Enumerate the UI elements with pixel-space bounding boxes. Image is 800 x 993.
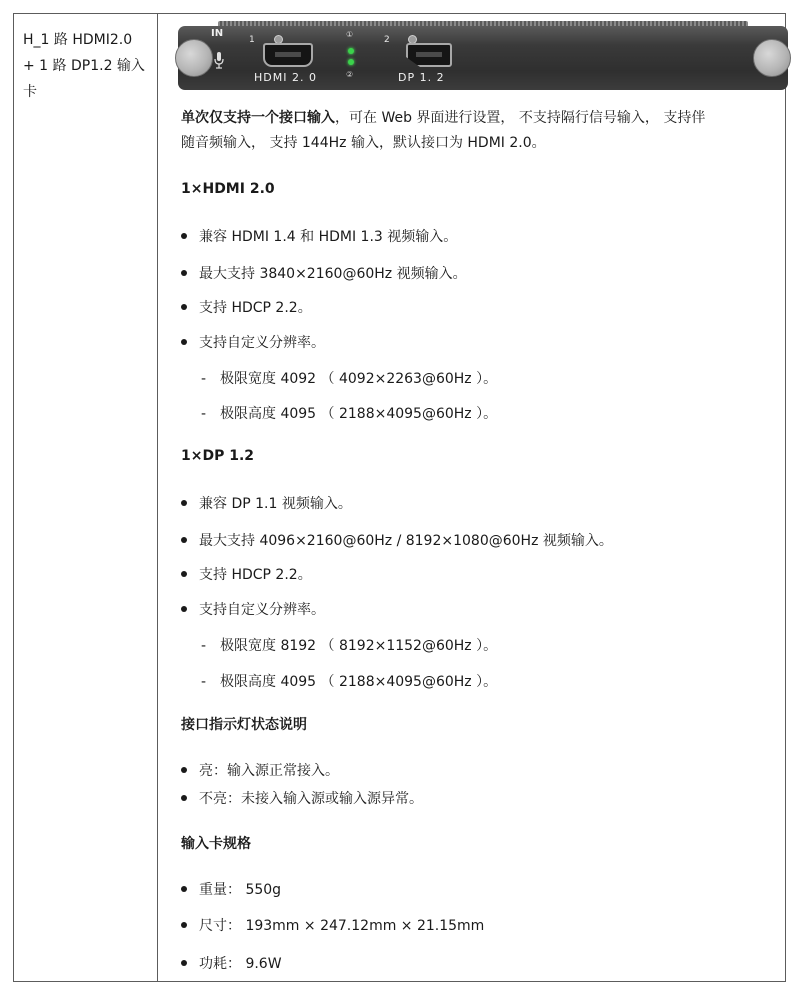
- dp-section-heading: 1×DP 1.2: [181, 448, 255, 464]
- port-1-number: 1: [249, 35, 255, 45]
- list-item: 最大支持 3840×2160@60Hz 视频输入。: [181, 263, 467, 283]
- sub-list-item: - 极限高度 4095 （ 2188×4095@60Hz ）。: [201, 674, 498, 690]
- left-screw-icon: [175, 39, 213, 77]
- list-item: 重量： 550g: [181, 879, 281, 899]
- list-item: 功耗： 9.6W: [181, 953, 282, 973]
- sub-list-item: - 极限高度 4095 （ 2188×4095@60Hz ）。: [201, 406, 498, 422]
- hdmi-section-heading: 1×HDMI 2.0: [181, 181, 275, 197]
- displayport-icon: [406, 43, 452, 67]
- input-card-panel-image: [178, 26, 788, 90]
- port-2-number: 2: [384, 35, 390, 45]
- spec-table: [13, 13, 786, 982]
- card-name-line-1: H_1 路 HDMI2.0: [23, 32, 133, 48]
- list-item: 兼容 HDMI 1.4 和 HDMI 1.3 视频输入。: [181, 226, 457, 246]
- right-screw-icon: [753, 39, 791, 77]
- bullet-dot: [181, 922, 187, 928]
- intro-paragraph: [181, 106, 781, 156]
- card-name-line-2: + 1 路 DP1.2 输入: [23, 58, 145, 74]
- bullet-dot: [181, 571, 187, 577]
- port-2-indicator-icon: [408, 35, 417, 44]
- panel-ridge: [218, 21, 748, 26]
- bullet-dot: [181, 767, 187, 773]
- hdmi-port-caption: HDMI 2. 0: [254, 71, 317, 84]
- card-name-cell: [23, 27, 151, 105]
- dp-port-caption: DP 1. 2: [398, 71, 445, 84]
- intro-bold-text: 单次仅支持一个接口输入: [181, 110, 335, 126]
- card-name-line-3: 卡: [23, 84, 37, 100]
- audio-icon: [214, 52, 224, 70]
- led-2-mark: ②: [346, 70, 354, 79]
- bullet-dot: [181, 537, 187, 543]
- list-item: 兼容 DP 1.1 视频输入。: [181, 493, 352, 513]
- list-item: 亮：输入源正常接入。: [181, 760, 339, 780]
- bullet-dot: [181, 795, 187, 801]
- list-item: 尺寸： 193mm × 247.12mm × 21.15mm: [181, 915, 484, 935]
- status-led-icon: [348, 48, 354, 54]
- bullet-dot: [181, 270, 187, 276]
- intro-text-line-1: ，可在 Web 界面进行设置， 不支持隔行信号输入， 支持伴: [335, 110, 706, 126]
- list-item: 不亮：未接入输入源或输入源异常。: [181, 788, 423, 808]
- status-led-icon: [348, 59, 354, 65]
- sub-list-item: - 极限宽度 8192 （ 8192×1152@60Hz ）。: [201, 638, 498, 654]
- bullet-dot: [181, 606, 187, 612]
- list-item: 支持 HDCP 2.2。: [181, 297, 312, 317]
- list-item: 最大支持 4096×2160@60Hz / 8192×1080@60Hz 视频输入。: [181, 530, 613, 550]
- led-section-heading: 接口指示灯状态说明: [181, 717, 307, 733]
- list-item: 支持自定义分辨率。: [181, 599, 325, 619]
- column-divider: [157, 14, 158, 981]
- sub-list-item: - 极限宽度 4092 （ 4092×2263@60Hz ）。: [201, 371, 498, 387]
- hdmi-port-icon: [263, 43, 313, 67]
- led-1-mark: ①: [346, 30, 354, 39]
- panel-in-label: IN: [211, 28, 224, 39]
- bullet-dot: [181, 960, 187, 966]
- list-item: 支持 HDCP 2.2。: [181, 564, 312, 584]
- bullet-dot: [181, 500, 187, 506]
- bullet-dot: [181, 304, 187, 310]
- bullet-dot: [181, 886, 187, 892]
- bullet-dot: [181, 233, 187, 239]
- bullet-dot: [181, 339, 187, 345]
- list-item: 支持自定义分辨率。: [181, 332, 325, 352]
- spec-section-heading: 输入卡规格: [181, 836, 251, 852]
- intro-text-line-2: 随音频输入， 支持 144Hz 输入，默认接口为 HDMI 2.0。: [181, 135, 546, 151]
